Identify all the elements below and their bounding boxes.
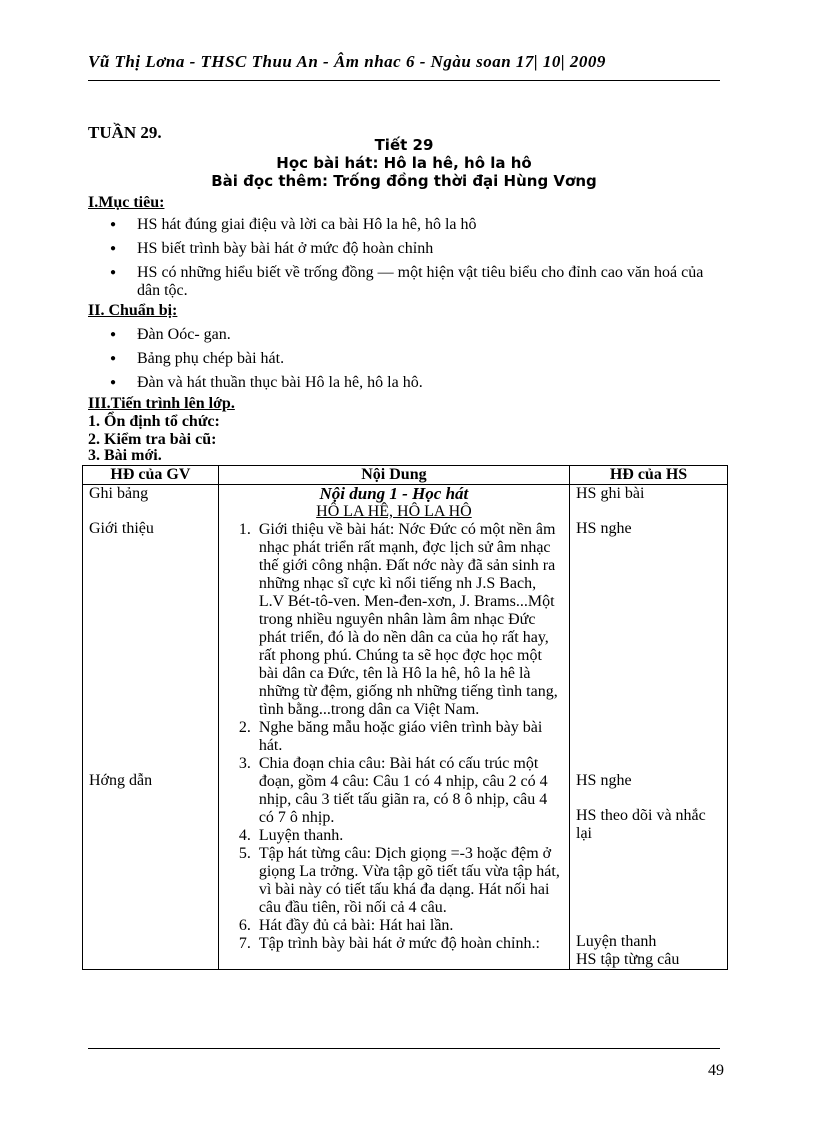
lesson-number: Tiết 29 [374,136,434,154]
hs-nghe-2: HS nghe [576,772,632,789]
list-item: 1. Giới thiệu về bài hát: Nớc Đức có một nền âm nhạc phát triển rất mạnh, đợc lịch sử âm nhạc thế giới công nhận. Đất nớc này đã sản sinh ra những nhạc sĩ cực kì nổi tiếng nh J.S Bach, L.V Bét-tô-ven. Men-đen-xơn, J. Brams...Một trong nhiều nguyên nhân làm âm nhạc Đức phát triển, đó là do nền dân ca của họ rất hay, rất phong phú. Chúng ta sẽ học đợc học một bài dân ca Đức, tên là Hô la hê, hô la hê là những từ đệm, giống nh những tiếng tình tang, tình bằng...trong dân ca Việt Nam. [255,521,563,719]
gv-gioi-thieu: Giới thiệu [89,520,154,537]
hs-luyen-thanh: Luyện thanh [576,933,657,950]
step-1: 1. Ổn định tổ chức: [88,413,220,430]
col-header-content: Nội Dung [218,466,569,485]
step-3: 3. Bài mới. [88,447,162,464]
hs-ghi-bai: HS ghi bài [576,485,645,502]
col-header-hs: HĐ của HS [570,466,728,485]
step-2: 2. Kiểm tra bài cũ: [88,431,217,448]
hs-nghe-1: HS nghe [576,520,632,537]
lesson-titles [88,136,720,190]
list-item: ● Đàn Oóc- gan. [110,326,710,344]
hs-tap-tung-cau: HS tập từng câu [576,951,680,968]
content-column [218,485,569,970]
page-number: 49 [708,1062,724,1079]
running-header: Vũ Thị Lơna - THSC Thuu An - Âm nhac 6 - Ngàu soan 17| 10| 2009 [88,52,606,71]
section-procedure-heading: III.Tiến trình lên lớp. [88,395,235,412]
list-item: ● HS biết trình bày bài hát ở mức độ hoàn chỉnh [110,240,710,258]
list-item: 2. Nghe băng mẫu hoặc giáo viên trình bày bài hát. [255,719,563,755]
list-item: ● Đàn và hát thuần thục bài Hô la hê, hô la hô. [110,374,710,392]
lesson-plan-table [82,465,728,970]
reading-title: Bài đọc thêm: Trống đồng thời đại Hùng Vơng [211,172,597,190]
gv-huong-dan: Hớng dẫn [89,772,153,789]
list-item: ● HS hát đúng giai điệu và lời ca bài Hô la hê, hô la hô [110,216,710,234]
hs-theo-doi: HS theo dõi và nhắc lại [576,807,706,842]
list-item: 5. Tập hát từng câu: Dịch giọng =-3 hoặc đệm ở giọng La trởng. Vừa tập gõ tiết tấu vừa tập hát, vì bài này có tiết tấu khá đa dạng. Hát nối hai câu đầu tiên, rồi nối cả 4 câu. [255,845,563,917]
gv-column [83,485,219,970]
section-preparation-heading: II. Chuẩn bị: [88,302,178,319]
hs-column [570,485,728,970]
list-item: ● HS có những hiểu biết về trống đồng — một hiện vật tiêu biểu cho đỉnh cao văn hoá của dân tộc. [110,264,710,300]
list-item: 3. Chia đoạn chia câu: Bài hát có cấu trúc một đoạn, gồm 4 câu: Câu 1 có 4 nhịp, câu 2 có 4 nhịp, câu 3 tiết tấu giãn ra, có 8 ô nhịp, câu 4 có 7 ô nhịp. [255,755,563,827]
objectives-list [110,216,710,306]
song-title: Học bài hát: Hô la hê, hô la hô [276,154,532,172]
content-subtitle: HÔ LA HÊ, HÔ LA HÔ [316,503,472,520]
table-header-row [83,466,728,485]
week-label: TUẦN 29. [88,123,162,142]
list-item: 7. Tập trình bày bài hát ở mức độ hoàn chỉnh.: [255,935,563,953]
teaching-steps [225,521,563,953]
table-row [83,485,728,970]
list-item: 6. Hát đầy đủ cả bài: Hát hai lần. [255,917,563,935]
list-item: 4. Luyện thanh. [255,827,563,845]
header-rule [88,80,720,81]
gv-ghi-bang: Ghi bảng [89,485,149,502]
preparation-list [110,326,710,398]
list-item: ● Bảng phụ chép bài hát. [110,350,710,368]
footer-rule [88,1048,720,1049]
content-title: Nội dung 1 - Học hát [319,484,469,503]
section-objectives-heading: I.Mục tiêu: [88,194,165,211]
col-header-gv: HĐ của GV [83,466,219,485]
